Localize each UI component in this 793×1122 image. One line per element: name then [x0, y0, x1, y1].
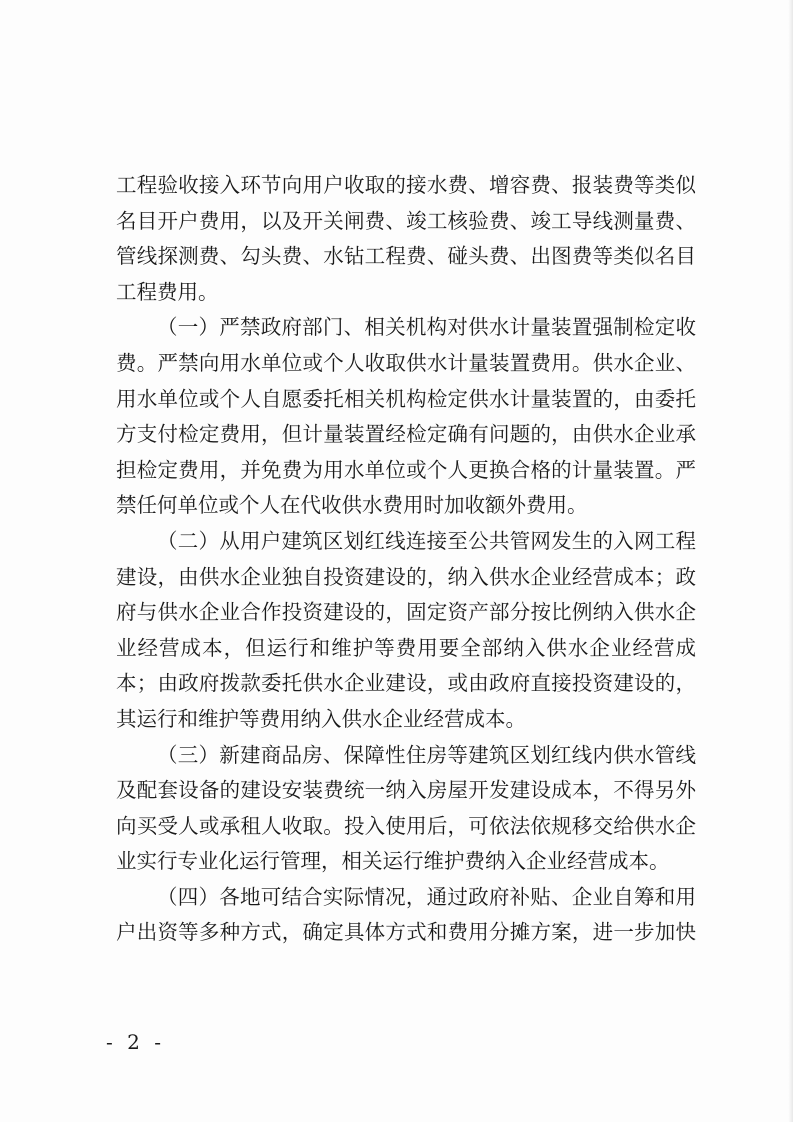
text-line: 工程验收接入环节向用户收取的接水费、增容费、报装费等类似 — [116, 173, 696, 197]
text-line: 其运行和维护等费用纳入供水企业经营成本。 — [116, 706, 526, 731]
scan-edge-shadow — [788, 0, 793, 1122]
paragraph-first-line: （二）从用户建筑区划红线连接至公共管网发生的入网工程 — [157, 528, 696, 553]
text-line: 建设，由供水企业独自投资建设的，纳入供水企业经营成本；政 — [116, 564, 696, 589]
page-number: - 2 - — [106, 1030, 165, 1054]
text-line: 费。严禁向用水单位或个人收取供水计量装置费用。供水企业、 — [116, 350, 696, 375]
text-line: 户出资等多种方式，确定具体方式和费用分摊方案，进一步加快 — [116, 920, 696, 945]
text-line: 业经营成本，但运行和维护等费用要全部纳入供水企业经营成 — [116, 635, 696, 660]
paragraph-first-line: （一）严禁政府部门、相关机构对供水计量装置强制检定收 — [157, 315, 696, 340]
paragraph-first-line: （三）新建商品房、保障性住房等建筑区划红线内供水管线 — [157, 742, 696, 767]
text-line: 方支付检定费用，但计量装置经检定确有问题的，由供水企业承 — [116, 422, 696, 447]
text-line: 禁任何单位或个人在代收供水费用时加收额外费用。 — [116, 493, 588, 518]
body-text — [116, 168, 696, 951]
paragraph-first-line: （四）各地可结合实际情况，通过政府补贴、企业自筹和用 — [157, 884, 696, 909]
text-line: 用水单位或个人自愿委托相关机构检定供水计量装置的，由委托 — [116, 386, 696, 411]
text-line: 工程费用。 — [116, 279, 219, 304]
text-line: 府与供水企业合作投资建设的，固定资产部分按比例纳入供水企 — [116, 600, 696, 625]
text-line: 向买受人或承租人收取。投入使用后，可依法依规移交给供水企 — [116, 813, 696, 838]
text-line: 业实行专业化运行管理，相关运行维护费纳入企业经营成本。 — [116, 849, 670, 874]
text-line: 名目开户费用，以及开关闸费、竣工核验费、竣工导线测量费、 — [116, 208, 696, 233]
text-line: 担检定费用，并免费为用水单位或个人更换合格的计量装置。严 — [116, 457, 696, 482]
text-line: 本；由政府拨款委托供水企业建设，或由政府直接投资建设的， — [116, 671, 696, 696]
text-line: 及配套设备的建设安装费统一纳入房屋开发建设成本，不得另外 — [116, 778, 696, 803]
text-line: 管线探测费、勾头费、水钻工程费、碰头费、出图费等类似名目 — [116, 244, 696, 269]
